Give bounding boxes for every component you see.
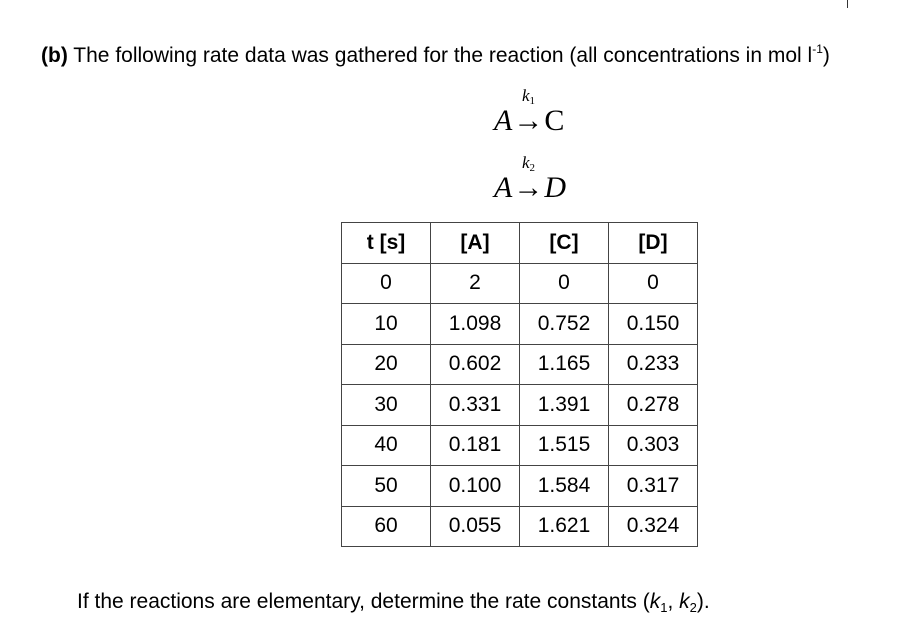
cell-time: 60 <box>342 506 431 547</box>
page-edge-mark <box>847 0 848 8</box>
problem-intro <box>41 42 911 70</box>
column-header-time: t [s] <box>342 223 431 264</box>
part-label: (b) <box>41 44 68 67</box>
reaction-equation-2 <box>494 153 614 213</box>
cell-time: 30 <box>342 385 431 426</box>
reaction-equation-1 <box>494 86 614 146</box>
cell-d: 0.278 <box>609 385 698 426</box>
column-header-d: [D] <box>609 223 698 264</box>
cell-time: 0 <box>342 263 431 304</box>
product-2: D <box>544 171 566 204</box>
column-header-a: [A] <box>431 223 520 264</box>
cell-c: 0 <box>520 263 609 304</box>
intro-close: ) <box>822 44 830 67</box>
arrow-icon: → <box>513 171 544 204</box>
cell-a: 1.098 <box>431 304 520 345</box>
table-row <box>342 466 698 507</box>
table-row <box>342 385 698 426</box>
rate-data-table <box>341 222 698 547</box>
table-row <box>342 425 698 466</box>
cell-d: 0.317 <box>609 466 698 507</box>
cell-c: 1.621 <box>520 506 609 547</box>
cell-d: 0.324 <box>609 506 698 547</box>
cell-d: 0.303 <box>609 425 698 466</box>
cell-time: 10 <box>342 304 431 345</box>
cell-a: 0.055 <box>431 506 520 547</box>
k1-symbol: $k_1$ <box>649 590 668 615</box>
intro-text: The following rate data was gathered for the reaction (all concentrations in mol l <box>73 44 813 67</box>
unit-exponent: -1 <box>812 42 823 56</box>
cell-time: 20 <box>342 344 431 385</box>
column-header-c: [C] <box>520 223 609 264</box>
cell-c: 1.584 <box>520 466 609 507</box>
table-row <box>342 263 698 304</box>
cell-c: 1.391 <box>520 385 609 426</box>
rate-constant-label-1: $k_1$ <box>522 86 536 107</box>
cell-d: 0.150 <box>609 304 698 345</box>
table-row <box>342 304 698 345</box>
cell-c: 1.165 <box>520 344 609 385</box>
cell-a: 0.331 <box>431 385 520 426</box>
cell-time: 40 <box>342 425 431 466</box>
product-1: C <box>544 104 565 137</box>
arrow-icon: → <box>513 104 544 137</box>
table-row <box>342 344 698 385</box>
cell-a: 0.100 <box>431 466 520 507</box>
table-row <box>342 506 698 547</box>
question-text: If the reactions are elementary, determine the rate constants ($k_1$, $k_2$). <box>77 590 710 615</box>
table-header-row <box>342 223 698 264</box>
rate-constant-label-2: $k_2$ <box>522 153 536 174</box>
cell-a: 0.602 <box>431 344 520 385</box>
cell-d: 0 <box>609 263 698 304</box>
cell-d: 0.233 <box>609 344 698 385</box>
cell-time: 50 <box>342 466 431 507</box>
k2-symbol: $k_2$ <box>679 590 697 615</box>
cell-a: 2 <box>431 263 520 304</box>
reactant-2: A <box>494 171 513 204</box>
cell-c: 1.515 <box>520 425 609 466</box>
cell-a: 0.181 <box>431 425 520 466</box>
cell-c: 0.752 <box>520 304 609 345</box>
reactant-1: A <box>494 104 513 137</box>
